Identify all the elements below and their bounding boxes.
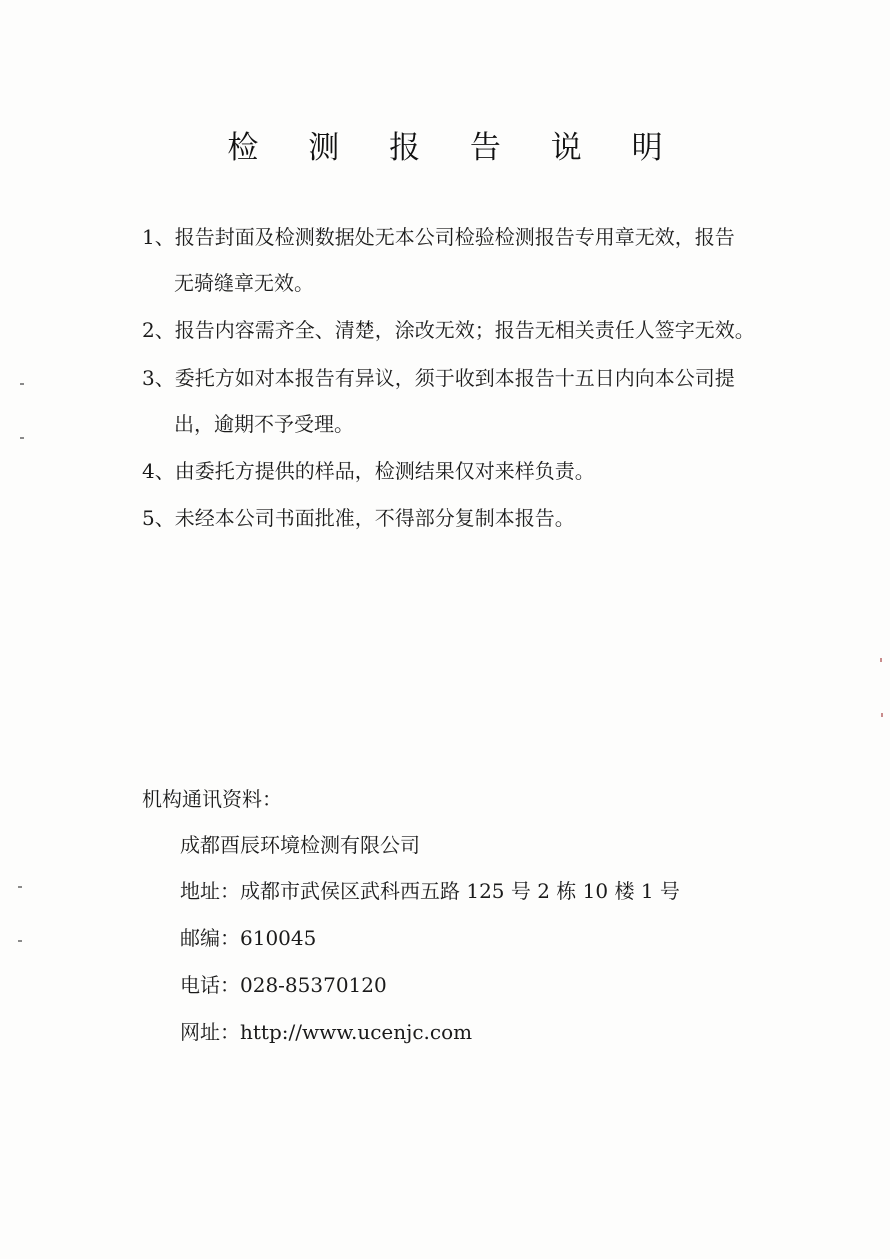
note-3-continuation: 出，逾期不予受理。 — [174, 412, 354, 436]
contact-postcode: 邮编：610045 — [180, 926, 317, 950]
scan-speck — [18, 886, 22, 888]
document-title: 检 测 报 告 说 明 — [227, 130, 683, 166]
note-number: 4、 — [142, 459, 175, 483]
note-text: 未经本公司书面批准，不得部分复制本报告。 — [174, 506, 575, 530]
contact-address: 地址：成都市武侯区武科西五路 125 号 2 栋 10 楼 1 号 — [180, 879, 680, 903]
note-3 — [142, 365, 782, 391]
note-number: 1、 — [142, 225, 175, 249]
note-text: 报告内容需齐全、清楚，涂改无效；报告无相关责任人签字无效。 — [174, 318, 755, 342]
note-1 — [142, 224, 782, 250]
contact-heading: 机构通讯资料： — [142, 787, 282, 811]
note-4 — [142, 458, 782, 484]
scan-speck — [881, 713, 883, 717]
company-name: 成都酉辰环境检测有限公司 — [180, 833, 420, 857]
note-number: 5、 — [142, 506, 175, 530]
scan-speck — [880, 658, 882, 662]
note-number: 2、 — [142, 318, 175, 342]
scan-speck — [18, 940, 22, 942]
contact-phone: 电话：028-85370120 — [180, 973, 387, 997]
scan-speck — [20, 383, 24, 385]
note-text: 委托方如对本报告有异议，须于收到本报告十五日内向本公司提 — [174, 366, 735, 390]
note-5 — [142, 505, 782, 531]
scan-speck — [20, 437, 24, 439]
note-text: 报告封面及检测数据处无本公司检验检测报告专用章无效，报告 — [174, 225, 735, 249]
note-number: 3、 — [142, 366, 175, 390]
note-text: 由委托方提供的样品，检测结果仅对来样负责。 — [174, 459, 595, 483]
note-1-continuation: 无骑缝章无效。 — [174, 271, 314, 295]
contact-website: 网址：http://www.ucenjc.com — [180, 1020, 473, 1044]
note-2 — [142, 317, 782, 343]
